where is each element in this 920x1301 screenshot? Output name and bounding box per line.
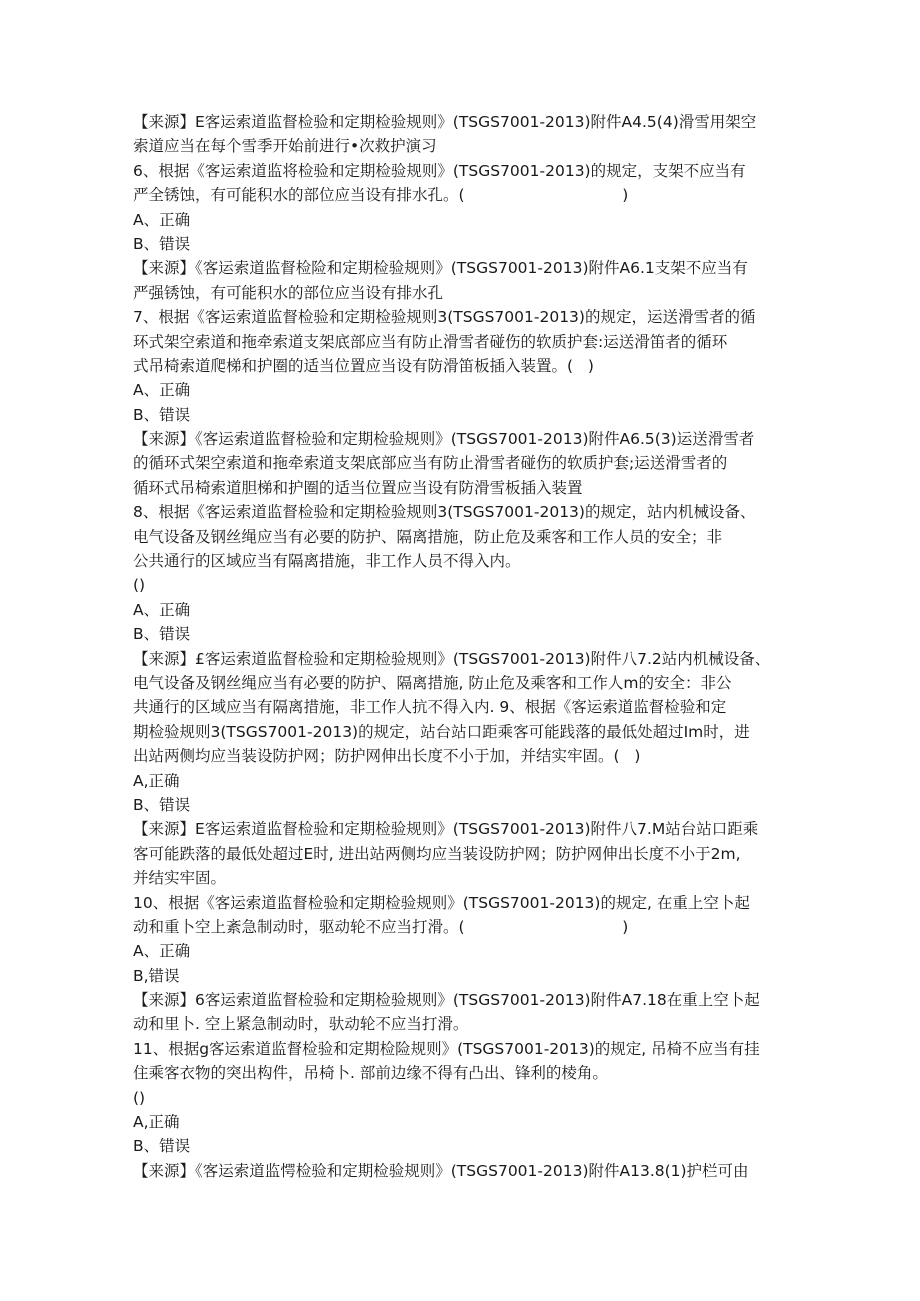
text-line: 动和里卜. 空上紧急制动时，驮动轮不应当打滑。 (133, 1015, 469, 1034)
text-line: B、错误 (133, 795, 191, 814)
text-line: 动和重卜空上紊急制动时，驱动轮不应当打滑。( ) (133, 917, 629, 936)
text-line: 【来源】《客运索道监愕检验和定期检验规则》(TSGS7001-2013)附件A13.8(1)护栏可由 (133, 1161, 749, 1180)
text-line: B、错误 (133, 1137, 191, 1156)
text-line: 共通行的区域应当有隔离措施，非工作人抗不得入内. 9、根据《客运索道监督检验和定 (133, 698, 727, 717)
text-line: 【来源】£客运索道监督检验和定期检验规则》(TSGS7001-2013)附件八7.2站内机械设备、 (133, 649, 771, 668)
text-line: B,错误 (133, 966, 180, 985)
text-line: 住乘客衣物的突出构件，吊椅卜. 部前边缘不得有凸出、锋利的棱角。 (133, 1064, 608, 1083)
text-line: 的循环式架空索道和拖牵索道支架底部应当有防止滑雪者碰伤的软质护套;运送滑雪者的 (133, 454, 728, 473)
text-line: () (133, 576, 146, 595)
text-line: 7、根据《客运索道监督检验和定期检验规则3(TSGS7001-2013)的规定，运送滑雪者的循 (133, 308, 756, 327)
text-line: B、错误 (133, 234, 191, 253)
text-line: B、错误 (133, 625, 191, 644)
text-line: 10、根据《客运索道监督检验和定期检验规则》(TSGS7001-2013)的规定, 在重上空卜起 (133, 893, 750, 912)
text-line: 【来源】E客运索道监督检验和定期检验规则》(TSGS7001-2013)附件八7.M站台站口距乘 (133, 820, 759, 839)
text-line: 严强锈蚀，有可能积水的部位应当设有排水孔 (133, 283, 444, 302)
text-line: 客可能跌落的最低处超过E时, 进出站两侧均应当装设防护网；防护网伸出长度不小于2m, (133, 844, 741, 863)
document-body (133, 110, 793, 1183)
text-line: 严全锈蚀，有可能积水的部位应当设有排水孔。( ) (133, 186, 629, 205)
text-line: 环式架空索道和拖牵索道支架底部应当有防止滑雪者碰伤的软质护套:运送滑笛者的循环 (133, 332, 728, 351)
text-line: A、正确 (133, 210, 191, 229)
text-line: 并结实牢固。 (133, 869, 227, 888)
text-line: A、正确 (133, 381, 191, 400)
text-line: 公共通行的区域应当有隔离措施，非工作人员不得入内。 (133, 552, 521, 571)
text-line: 【来源】《客运索道监督检险和定期检验规则》(TSGS7001-2013)附件A6.1支架不应当有 (133, 259, 748, 278)
text-line: B、错误 (133, 405, 191, 424)
text-line: () (133, 1088, 146, 1107)
text-line: 【来源】E客运索道监督检验和定期检验规则》(TSGS7001-2013)附件A4.5(4)滑雪用架空 (133, 113, 757, 131)
text-line: 式吊椅索道爬梯和护圈的适当位置应当设有防滑笛板插入装置。( ) (133, 356, 594, 375)
text-line: 6、根据《客运索道监将检验和定期检验规则》(TSGS7001-2013)的规定，支架不应当有 (133, 161, 746, 180)
text-line: A,正确 (133, 771, 180, 790)
text-line: 8、根据《客运索道监督检验和定期检验规则3(TSGS7001-2013)的规定，站内机械设备、 (133, 503, 756, 522)
text-line: 电气设备及钢丝绳应当有必要的防护、隔离措施，防止危及乘客和工作人员的安全；非 (133, 527, 723, 546)
text-line: A、正确 (133, 942, 191, 961)
text-line: A、正确 (133, 600, 191, 619)
text-line: 循环式吊椅索道胆梯和护圈的适当位置应当设有防滑雪板插入装置 (133, 478, 583, 497)
text-line: 出站两侧均应当装设防护网；防护网伸出长度不小于加，并结实牢固。( ) (133, 747, 641, 766)
text-line: 【来源】《客运索道监督检验和定期检验规则》(TSGS7001-2013)附件A6.5(3)运送滑雪者 (133, 430, 755, 449)
text-line: 期检验规则3(TSGS7001-2013)的规定，站台站口距乘客可能践落的最低处超过Im时，进 (133, 722, 750, 741)
text-line: 索道应当在每个雪季开始前进行•次救护演习 (133, 137, 437, 156)
text-line: 电气设备及钢丝绳应当有必要的防护、隔离措施, 防止危及乘客和工作人m的安全：非公 (133, 673, 732, 692)
text-line: 【来源】6客运索道监督检验和定期检验规则》(TSGS7001-2013)附件A7.18在重上空卜起 (133, 991, 760, 1010)
text-line: 11、根据g客运索道监督检验和定期检险规则》(TSGS7001-2013)的规定, 吊椅不应当有挂 (133, 1039, 760, 1058)
text-line: A,正确 (133, 1113, 180, 1132)
